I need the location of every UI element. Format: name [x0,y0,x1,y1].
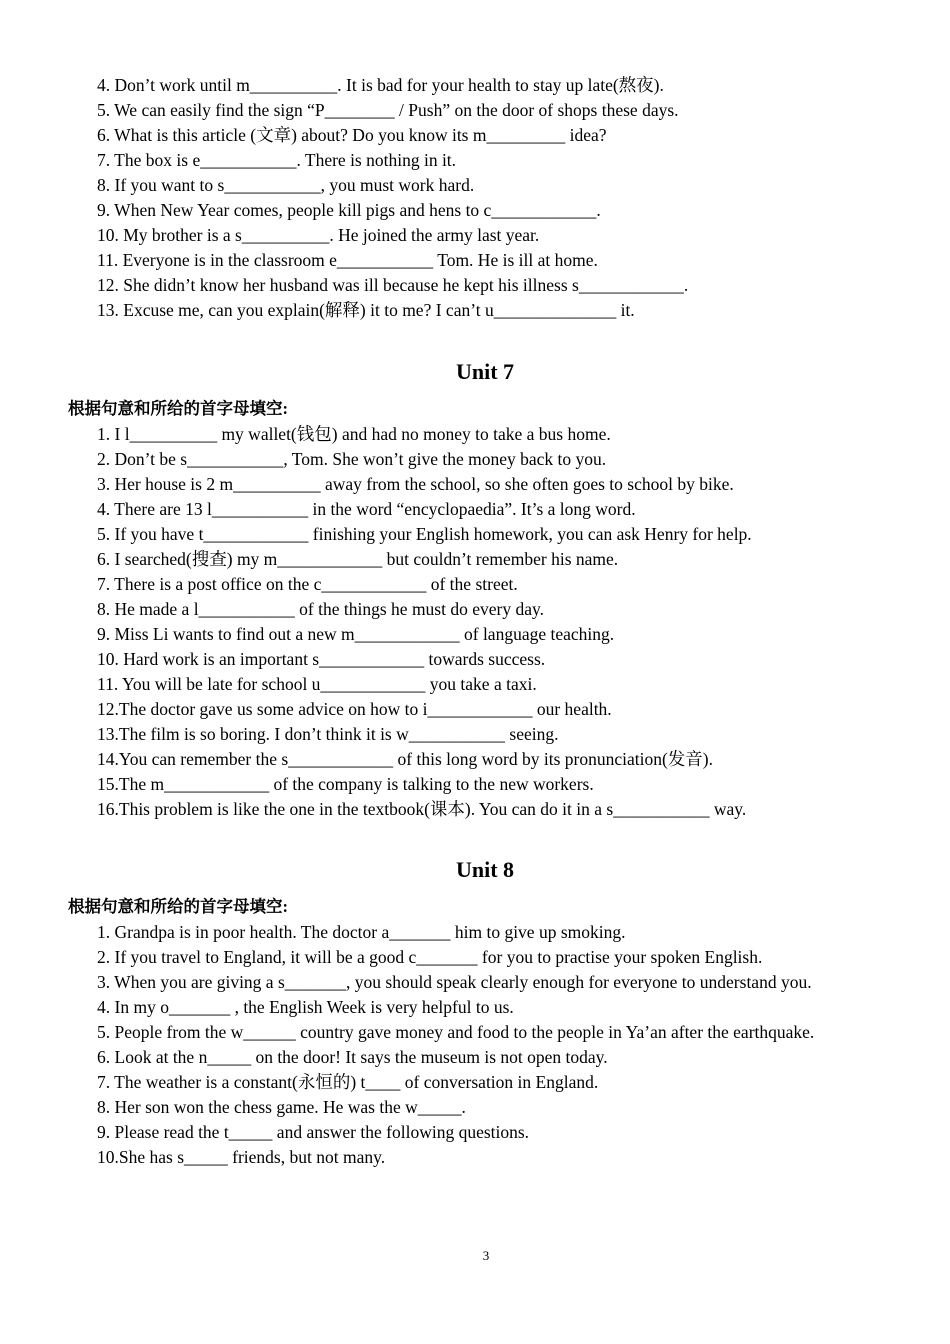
exercise-item: 9. When New Year comes, people kill pigs and hens to c____________. [97,200,601,220]
exercise-item: 2. Don’t be s___________, Tom. She won’t give the money back to you. [97,449,607,469]
exercise-item: 14.You can remember the s____________ of this long word by its pronunciation(发音). [97,749,713,769]
unit-7-exercise-list [0,422,950,822]
exercise-item: 4. There are 13 l___________ in the word “encyclopaedia”. It’s a long word. [97,499,636,519]
exercise-item: 5. People from the w______ country gave money and food to the people in Ya’an after the earthquake. [97,1022,815,1042]
exercise-item: 12.The doctor gave us some advice on how to i____________ our health. [97,699,612,719]
exercise-item: 11. You will be late for school u____________ you take a taxi. [97,674,537,694]
exercise-item: 9. Please read the t_____ and answer the following questions. [97,1122,530,1142]
exercise-item: 7. The weather is a constant(永恒的) t____ of conversation in England. [97,1072,599,1092]
unit-8-section [0,856,950,884]
exercise-item: 1. I l__________ my wallet(钱包) and had no money to take a bus home. [97,424,611,444]
exercise-item: 10. My brother is a s__________. He joined the army last year. [97,225,540,245]
unit-7-instruction: 根据句意和所给的首字母填空: [68,399,288,418]
exercise-item: 6. I searched(搜查) my m____________ but couldn’t remember his name. [97,549,619,569]
exercise-item: 7. There is a post office on the c____________ of the street. [97,574,518,594]
exercise-item: 2. If you travel to England, it will be a good c_______ for you to practise your spoken English. [97,947,763,967]
exercise-item: 1. Grandpa is in poor health. The doctor a_______ him to give up smoking. [97,922,626,942]
exercise-item: 9. Miss Li wants to find out a new m____________ of language teaching. [97,624,615,644]
exercise-item: 6. What is this article (文章) about? Do you know its m_________ idea? [97,125,607,145]
unit-7-title: Unit 7 [455,359,515,384]
exercise-item: 13.The film is so boring. I don’t think it is w___________ seeing. [97,724,559,744]
unit-8-exercise-list [0,920,950,1170]
exercise-item: 8. If you want to s___________, you must work hard. [97,175,475,195]
unit-8-instruction-block [0,895,950,919]
exercise-item: 16.This problem is like the one in the textbook(课本). You can do it in a s___________ way. [97,799,747,819]
exercise-item: 5. We can easily find the sign “P________ / Push” on the door of shops these days. [97,100,679,120]
exercise-item: 8. He made a l___________ of the things he must do every day. [97,599,544,619]
unit-7-section [0,358,950,386]
unit-8-instruction: 根据句意和所给的首字母填空: [68,897,288,916]
exercise-item: 3. Her house is 2 m__________ away from the school, so she often goes to school by bike. [97,474,734,494]
exercise-item: 11. Everyone is in the classroom e___________ Tom. He is ill at home. [97,250,598,270]
page-number: 3 [482,1248,490,1263]
exercise-item: 8. Her son won the chess game. He was the w_____. [97,1097,466,1117]
unit-7-instruction-block [0,397,950,421]
exercise-item: 6. Look at the n_____ on the door! It says the museum is not open today. [97,1047,608,1067]
exercise-item: 15.The m____________ of the company is talking to the new workers. [97,774,594,794]
exercise-item: 7. The box is e___________. There is nothing in it. [97,150,457,170]
exercise-item: 12. She didn’t know her husband was ill because he kept his illness s____________. [97,275,689,295]
exercise-item: 5. If you have t____________ finishing your English homework, you can ask Henry for help. [97,524,752,544]
exercise-item: 4. Don’t work until m__________. It is bad for your health to stay up late(熬夜). [97,75,664,95]
exercise-list-continued [0,73,950,323]
exercise-item: 10.She has s_____ friends, but not many. [97,1147,386,1167]
unit-8-title: Unit 8 [455,857,515,882]
exercise-item: 13. Excuse me, can you explain(解释) it to me? I can’t u______________ it. [97,300,635,320]
exercise-item: 3. When you are giving a s_______, you should speak clearly enough for everyone to understand you. [97,972,812,992]
exercise-item: 10. Hard work is an important s____________ towards success. [97,649,546,669]
exercise-item: 4. In my o_______ , the English Week is very helpful to us. [97,997,514,1017]
